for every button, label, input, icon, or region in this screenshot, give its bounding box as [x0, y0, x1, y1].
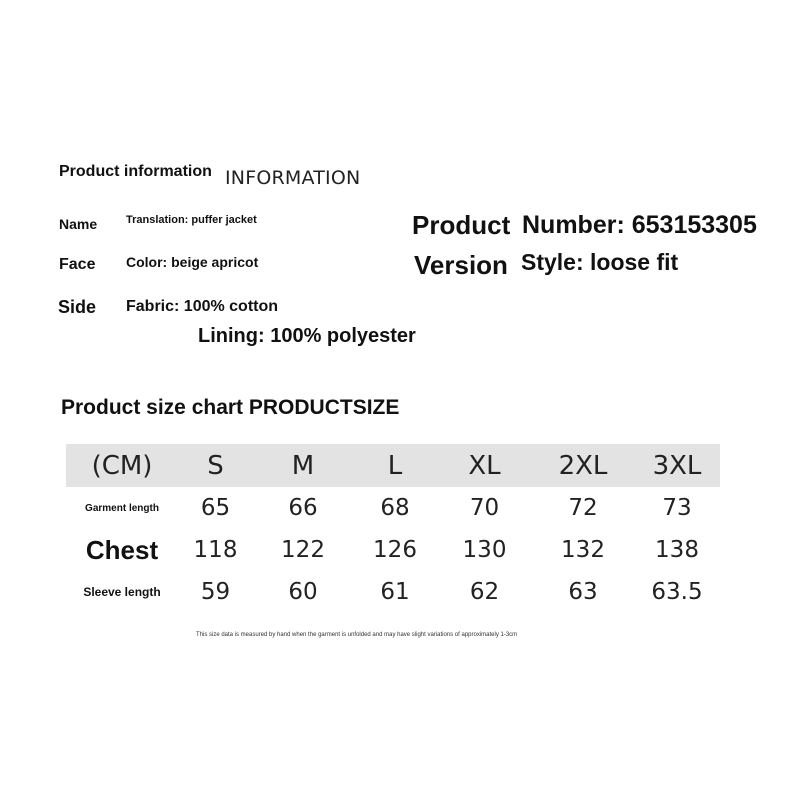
value-cell: 63.5 — [651, 579, 703, 605]
value-cell: 118 — [193, 537, 238, 563]
information-heading-en: INFORMATION — [225, 167, 361, 189]
size-header-3xl: 3XL — [652, 450, 702, 481]
size-header-2xl: 2XL — [558, 450, 608, 481]
value-cell: 73 — [662, 495, 692, 521]
fabric-value: Fabric: 100% cotton — [126, 298, 279, 315]
version-label: Version — [414, 250, 508, 280]
size-header-s: S — [207, 450, 224, 481]
size-header-m: M — [291, 450, 315, 481]
value-cell: 132 — [561, 537, 605, 563]
table-row — [66, 571, 720, 613]
row-label-sleeve-length: Sleeve length — [83, 585, 161, 599]
value-cell: 66 — [288, 495, 318, 521]
value-cell: 63 — [568, 579, 598, 605]
size-table-header — [66, 444, 720, 487]
value-cell: 70 — [469, 495, 500, 521]
translation-value: Translation: puffer jacket — [126, 214, 257, 226]
value-cell: 122 — [281, 537, 325, 563]
value-cell: 126 — [373, 537, 417, 563]
lining-value: Lining: 100% polyester — [198, 325, 416, 347]
measurement-footnote: This size data is measured by hand when the garment is unfolded and may have slight variations of approximately 1-3cm — [196, 632, 518, 638]
table-row — [66, 529, 720, 571]
size-chart-heading: Product size chart PRODUCTSIZE — [61, 396, 400, 419]
value-cell: 60 — [288, 579, 318, 605]
name-label: Name — [59, 216, 98, 232]
size-header-l: L — [387, 450, 403, 481]
table-row — [66, 487, 720, 529]
product-information-heading: Product information — [59, 163, 212, 180]
value-cell: 62 — [469, 579, 500, 605]
value-cell: 59 — [200, 579, 231, 605]
style-value: Style: loose fit — [521, 249, 679, 275]
product-number-value: Number: 653153305 — [522, 211, 757, 239]
unit-header: (CM) — [91, 450, 153, 481]
side-label: Side — [58, 297, 97, 317]
row-label-chest: Chest — [85, 534, 159, 565]
value-cell: 138 — [655, 537, 699, 563]
value-cell: 72 — [568, 495, 598, 521]
row-label-garment-length: Garment length — [85, 502, 159, 514]
size-header-xl: XL — [468, 450, 501, 481]
size-table — [66, 444, 720, 613]
value-cell: 65 — [200, 495, 231, 521]
color-value: Color: beige apricot — [126, 254, 259, 270]
value-cell: 61 — [380, 579, 410, 605]
value-cell: 68 — [380, 495, 410, 521]
face-label: Face — [59, 256, 96, 273]
value-cell: 130 — [462, 537, 507, 563]
product-label: Product — [412, 210, 511, 240]
